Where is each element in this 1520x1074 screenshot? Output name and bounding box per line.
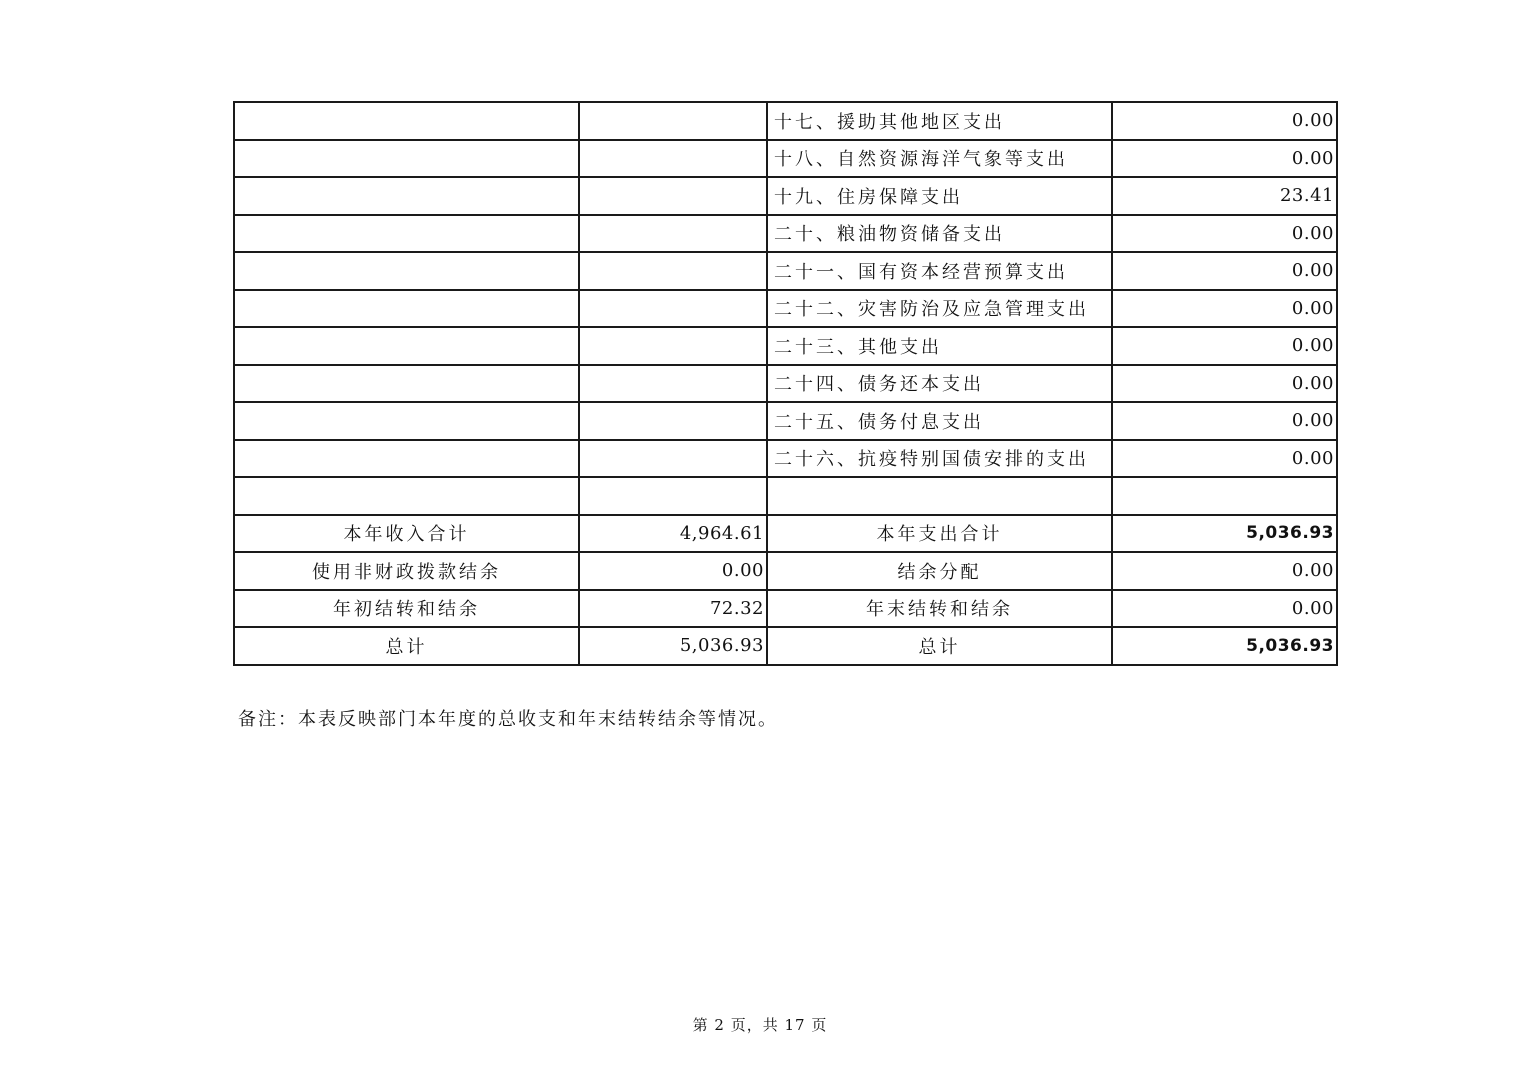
summary-row <box>234 627 1337 665</box>
table-row <box>234 402 1337 440</box>
income-amount-cell <box>579 252 767 290</box>
table-row <box>234 140 1337 178</box>
income-item-cell <box>234 402 579 440</box>
table-row <box>234 252 1337 290</box>
summary-row <box>234 515 1337 553</box>
table-row <box>234 290 1337 328</box>
opening-balance-label: 年初结转和结余 <box>234 590 579 628</box>
table-row <box>234 327 1337 365</box>
non-fiscal-balance-value: 0.00 <box>579 552 767 590</box>
expense-item-cell: 二十五、债务付息支出 <box>767 402 1112 440</box>
table-row <box>234 440 1337 478</box>
non-fiscal-balance-label: 使用非财政拨款结余 <box>234 552 579 590</box>
expense-amount-cell: 0.00 <box>1112 252 1337 290</box>
expense-amount-cell: 0.00 <box>1112 290 1337 328</box>
expense-item-cell: 二十二、灾害防治及应急管理支出 <box>767 290 1112 328</box>
income-item-cell <box>234 102 579 140</box>
closing-balance-value: 0.00 <box>1112 590 1337 628</box>
income-amount-cell <box>579 140 767 178</box>
income-amount-cell <box>579 177 767 215</box>
table-body <box>234 102 1337 665</box>
expense-amount-cell: 23.41 <box>1112 177 1337 215</box>
income-amount-cell <box>579 402 767 440</box>
summary-row <box>234 552 1337 590</box>
income-amount-cell <box>579 327 767 365</box>
expense-amount-cell <box>1112 477 1337 515</box>
income-item-cell <box>234 327 579 365</box>
income-item-cell <box>234 477 579 515</box>
income-amount-cell <box>579 215 767 253</box>
table-row <box>234 177 1337 215</box>
summary-row <box>234 590 1337 628</box>
expense-amount-cell: 0.00 <box>1112 215 1337 253</box>
budget-table <box>233 101 1338 666</box>
expense-item-cell: 十七、援助其他地区支出 <box>767 102 1112 140</box>
income-amount-cell <box>579 477 767 515</box>
opening-balance-value: 72.32 <box>579 590 767 628</box>
income-item-cell <box>234 290 579 328</box>
table-row <box>234 477 1337 515</box>
expense-item-cell: 十八、自然资源海洋气象等支出 <box>767 140 1112 178</box>
expense-amount-cell: 0.00 <box>1112 327 1337 365</box>
income-item-cell <box>234 252 579 290</box>
expense-amount-cell: 0.00 <box>1112 365 1337 403</box>
expense-amount-cell: 0.00 <box>1112 402 1337 440</box>
expense-item-cell: 十九、住房保障支出 <box>767 177 1112 215</box>
income-item-cell <box>234 140 579 178</box>
expense-grand-total-value: 5,036.93 <box>1112 627 1337 665</box>
income-amount-cell <box>579 102 767 140</box>
expense-total-label: 本年支出合计 <box>767 515 1112 553</box>
expense-amount-cell: 0.00 <box>1112 102 1337 140</box>
income-amount-cell <box>579 290 767 328</box>
page-number: 第 2 页，共 17 页 <box>692 1016 828 1034</box>
expense-total-value: 5,036.93 <box>1112 515 1337 553</box>
expense-item-cell: 二十一、国有资本经营预算支出 <box>767 252 1112 290</box>
expense-item-cell: 二十六、抗疫特别国债安排的支出 <box>767 440 1112 478</box>
table-row <box>234 102 1337 140</box>
income-item-cell <box>234 215 579 253</box>
table-note: 备注：本表反映部门本年度的总收支和年末结转结余等情况。 <box>238 709 778 730</box>
income-item-cell <box>234 440 579 478</box>
expense-amount-cell: 0.00 <box>1112 440 1337 478</box>
expense-item-cell: 二十、粮油物资储备支出 <box>767 215 1112 253</box>
expense-item-cell: 二十四、债务还本支出 <box>767 365 1112 403</box>
closing-balance-label: 年末结转和结余 <box>767 590 1112 628</box>
income-grand-total-label: 总计 <box>234 627 579 665</box>
expense-grand-total-label: 总计 <box>767 627 1112 665</box>
income-total-label: 本年收入合计 <box>234 515 579 553</box>
income-grand-total-value: 5,036.93 <box>579 627 767 665</box>
income-item-cell <box>234 365 579 403</box>
income-item-cell <box>234 177 579 215</box>
table-row <box>234 365 1337 403</box>
expense-item-cell <box>767 477 1112 515</box>
income-total-value: 4,964.61 <box>579 515 767 553</box>
income-amount-cell <box>579 440 767 478</box>
balance-distribution-value: 0.00 <box>1112 552 1337 590</box>
balance-distribution-label: 结余分配 <box>767 552 1112 590</box>
expense-amount-cell: 0.00 <box>1112 140 1337 178</box>
expense-item-cell: 二十三、其他支出 <box>767 327 1112 365</box>
table-row <box>234 215 1337 253</box>
income-amount-cell <box>579 365 767 403</box>
